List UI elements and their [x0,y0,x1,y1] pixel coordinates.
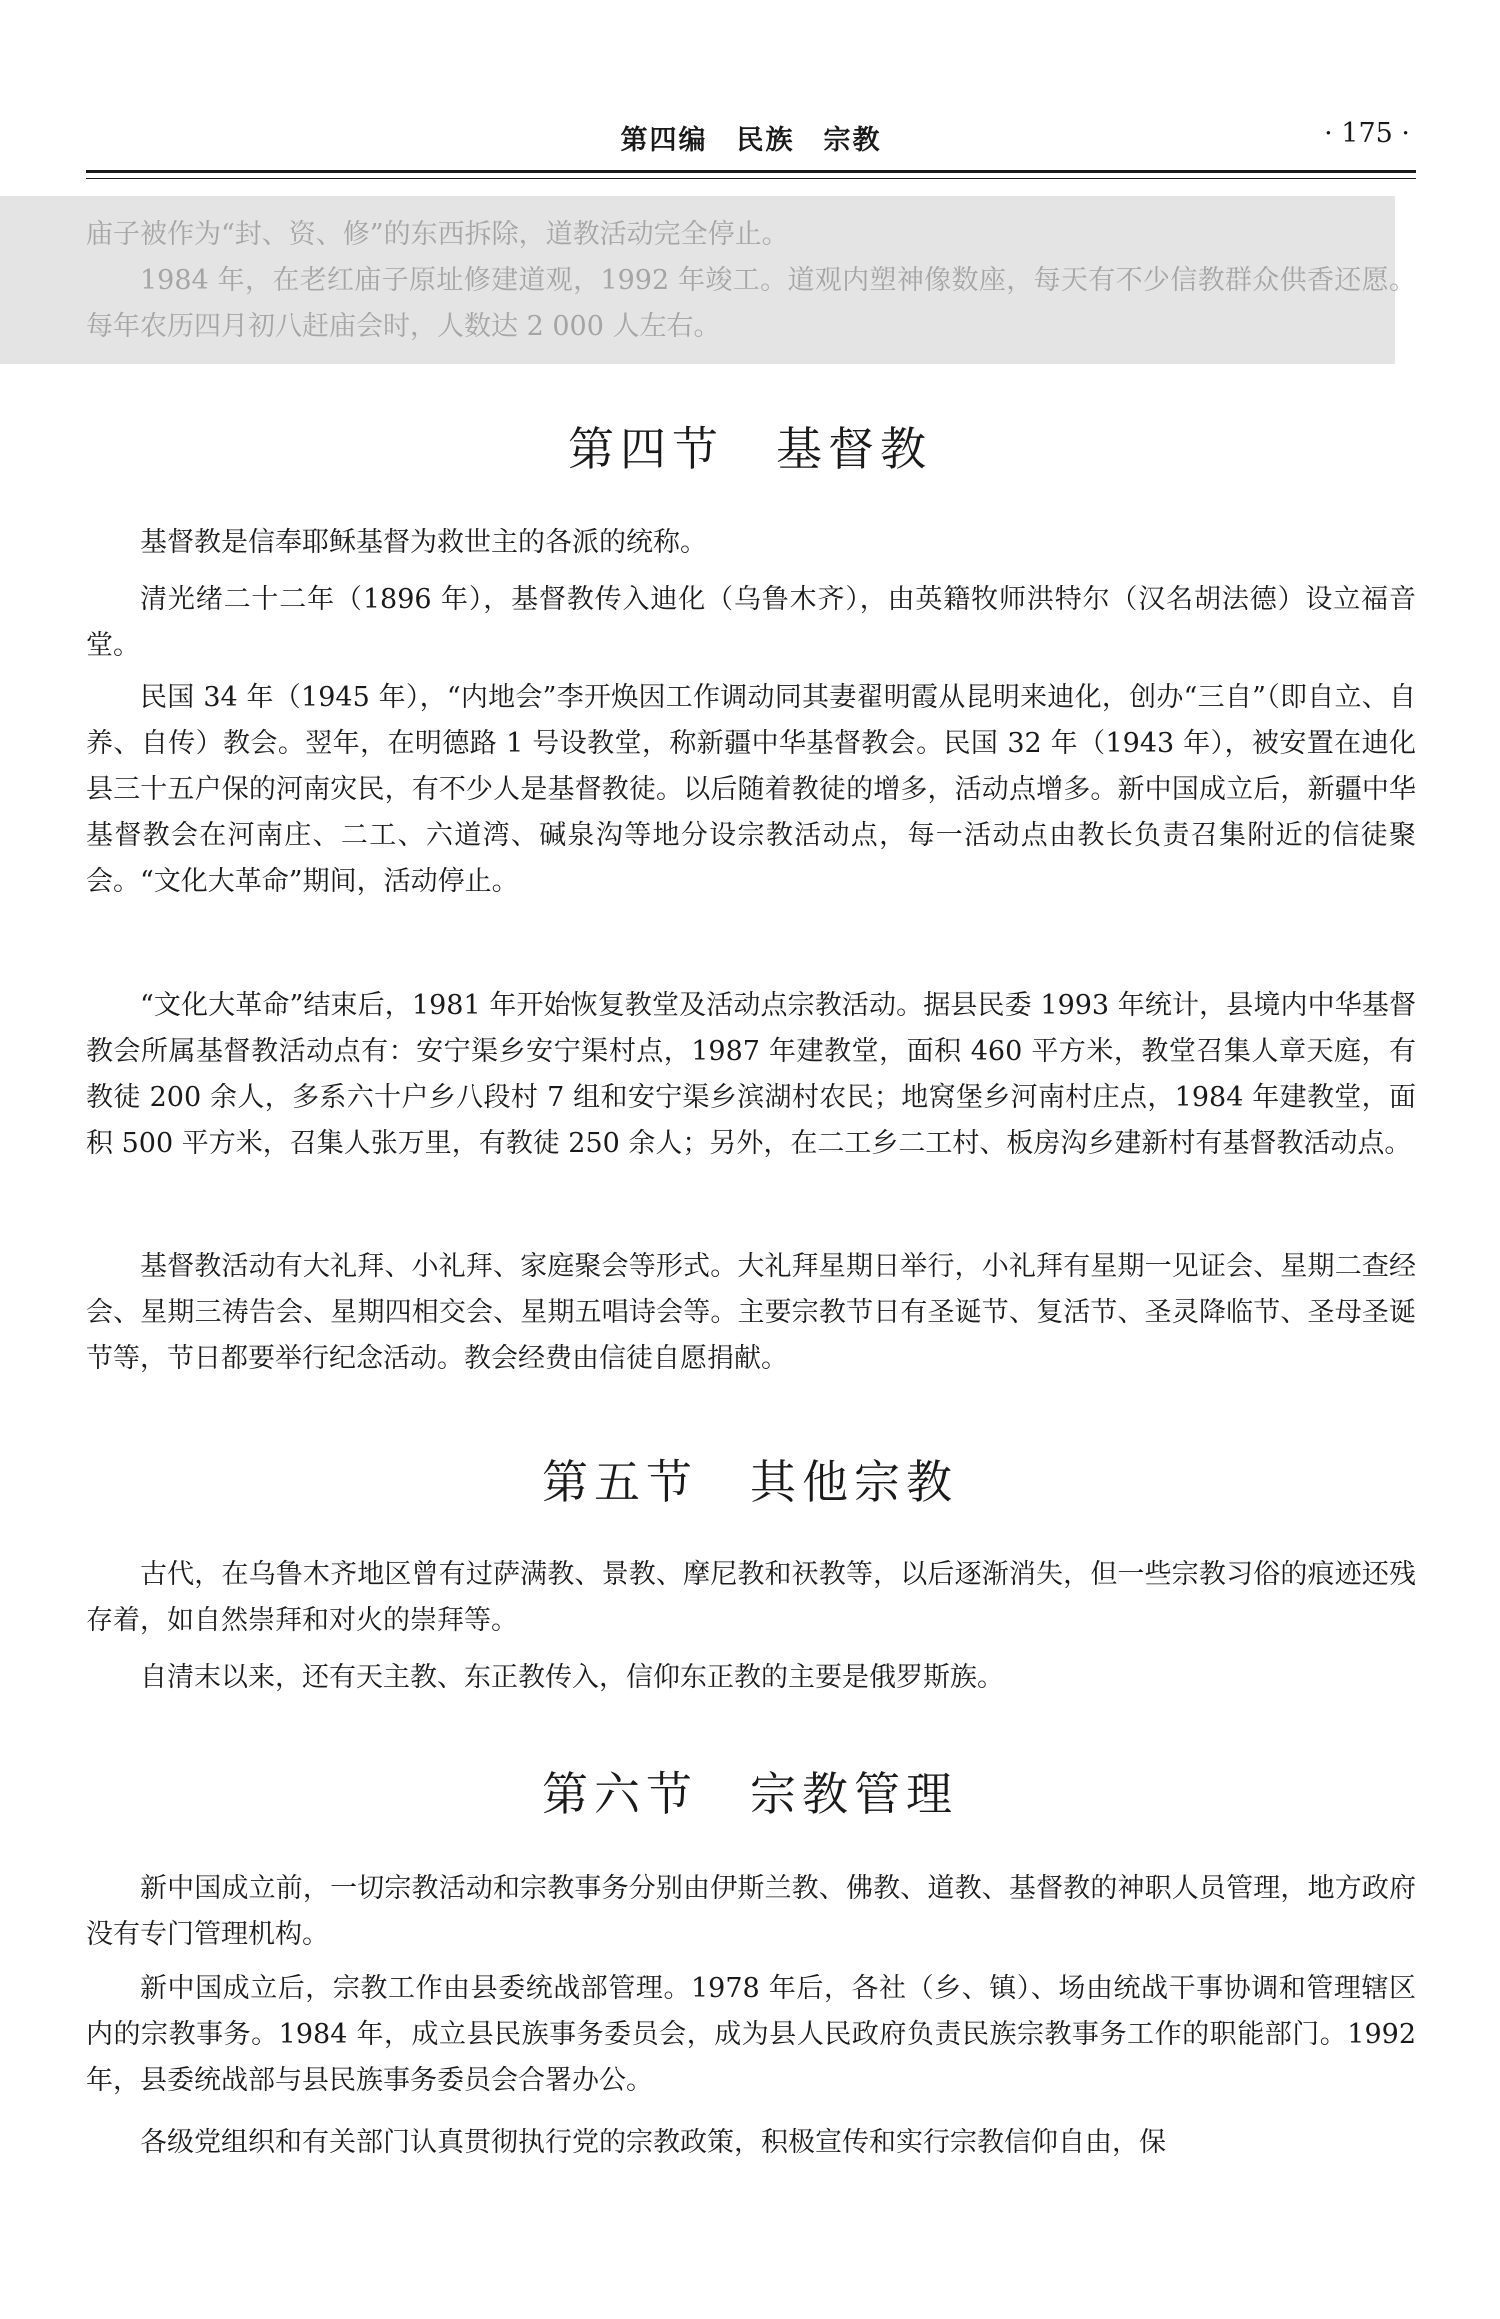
paragraph: 各级党组织和有关部门认真贯彻执行党的宗教政策，积极宣传和实行宗教信仰自由，保 [140,2127,1166,2158]
running-header [86,118,1416,162]
paragraph: “文化大革命”结束后，1981 年开始恢复教堂及活动点宗教活动。据县民委 1993 年统计，县境内中华基督教会所属基督教活动点有：安宁渠乡安宁渠村点，1987 年建教堂，面积 460 平方米，教堂召集人章天庭，有教徒 200 余人，多系六十户乡八段村 7 组和安宁渠乡滨湖村农民；地窝堡乡河南村庄点，1984 年建教堂，面积 500 平方米，召集人张万里，有教徒 250 余人；另外，在二工乡二工村、板房沟乡建新村有基督教活动点。 [86,990,1416,1159]
header-title: 第四编 民族 宗教 [620,125,882,156]
header-rule [86,170,1416,173]
paragraph: 清光绪二十二年（1896 年），基督教传入迪化（乌鲁木齐），由英籍牧师洪特尔（汉名胡法德）设立福音堂。 [86,584,1416,661]
paragraph: 新中国成立后，宗教工作由县委统战部管理。1978 年后，各社（乡、镇）、场由统战干事协调和管理辖区内的宗教事务。1984 年，成立县民族事务委员会，成为县人民政府负责民族宗教事务工作的职能部门。1992 年，县委统战部与县民族事务委员会合署办公。 [86,1973,1416,2096]
paragraph: 自清末以来，还有天主教、东正教传入，信仰东正教的主要是俄罗斯族。 [140,1662,1004,1693]
paragraph: 新中国成立前，一切宗教活动和宗教事务分别由伊斯兰教、佛教、道教、基督教的神职人员管理，地方政府没有专门管理机构。 [86,1873,1416,1950]
faded-paragraph: 庙子被作为“封、资、修”的东西拆除，道教活动完全停止。 [86,219,789,250]
section-heading: 第六节 宗教管理 [542,1767,958,1821]
section-heading: 第五节 其他宗教 [542,1455,958,1509]
paragraph: 基督教活动有大礼拜、小礼拜、家庭聚会等形式。大礼拜星期日举行，小礼拜有星期一见证会、星期二查经会、星期三祷告会、星期四相交会、星期五唱诗会等。主要宗教节日有圣诞节、复活节、圣灵降临节、圣母圣诞节等，节日都要举行纪念活动。教会经费由信徒自愿捐献。 [86,1251,1416,1374]
paragraph: 基督教是信奉耶稣基督为救世主的各派的统称。 [140,527,707,558]
page-number: · 175 · [1324,118,1410,149]
paragraph: 民国 34 年（1945 年），“内地会”李开焕因工作调动同其妻翟明霞从昆明来迪化，创办“三自”（即自立、自养、自传）教会。翌年，在明德路 1 号设教堂，称新疆中华基督教会。民国 32 年（1943 年），被安置在迪化县三十五户保的河南灾民，有不少人是基督教徒。以后随着教徒的增多，活动点增多。新中国成立后，新疆中华基督教会在河南庄、二工、六道湾、碱泉沟等地分设宗教活动点，每一活动点由教长负责召集附近的信徒聚会。“文化大革命”期间，活动停止。 [86,682,1416,897]
faded-paragraph: 1984 年，在老红庙子原址修建道观，1992 年竣工。道观内塑神像数座，每天有不少信教群众供香还愿。每年农历四月初八赶庙会时，人数达 2 000 人左右。 [86,265,1416,342]
paragraph: 古代，在乌鲁木齐地区曾有过萨满教、景教、摩尼教和祆教等，以后逐渐消失，但一些宗教习俗的痕迹还残存着，如自然崇拜和对火的崇拜等。 [86,1559,1416,1636]
header-rule-thin [86,178,1416,179]
section-heading: 第四节 基督教 [568,422,932,476]
faded-text-block [0,196,1416,364]
